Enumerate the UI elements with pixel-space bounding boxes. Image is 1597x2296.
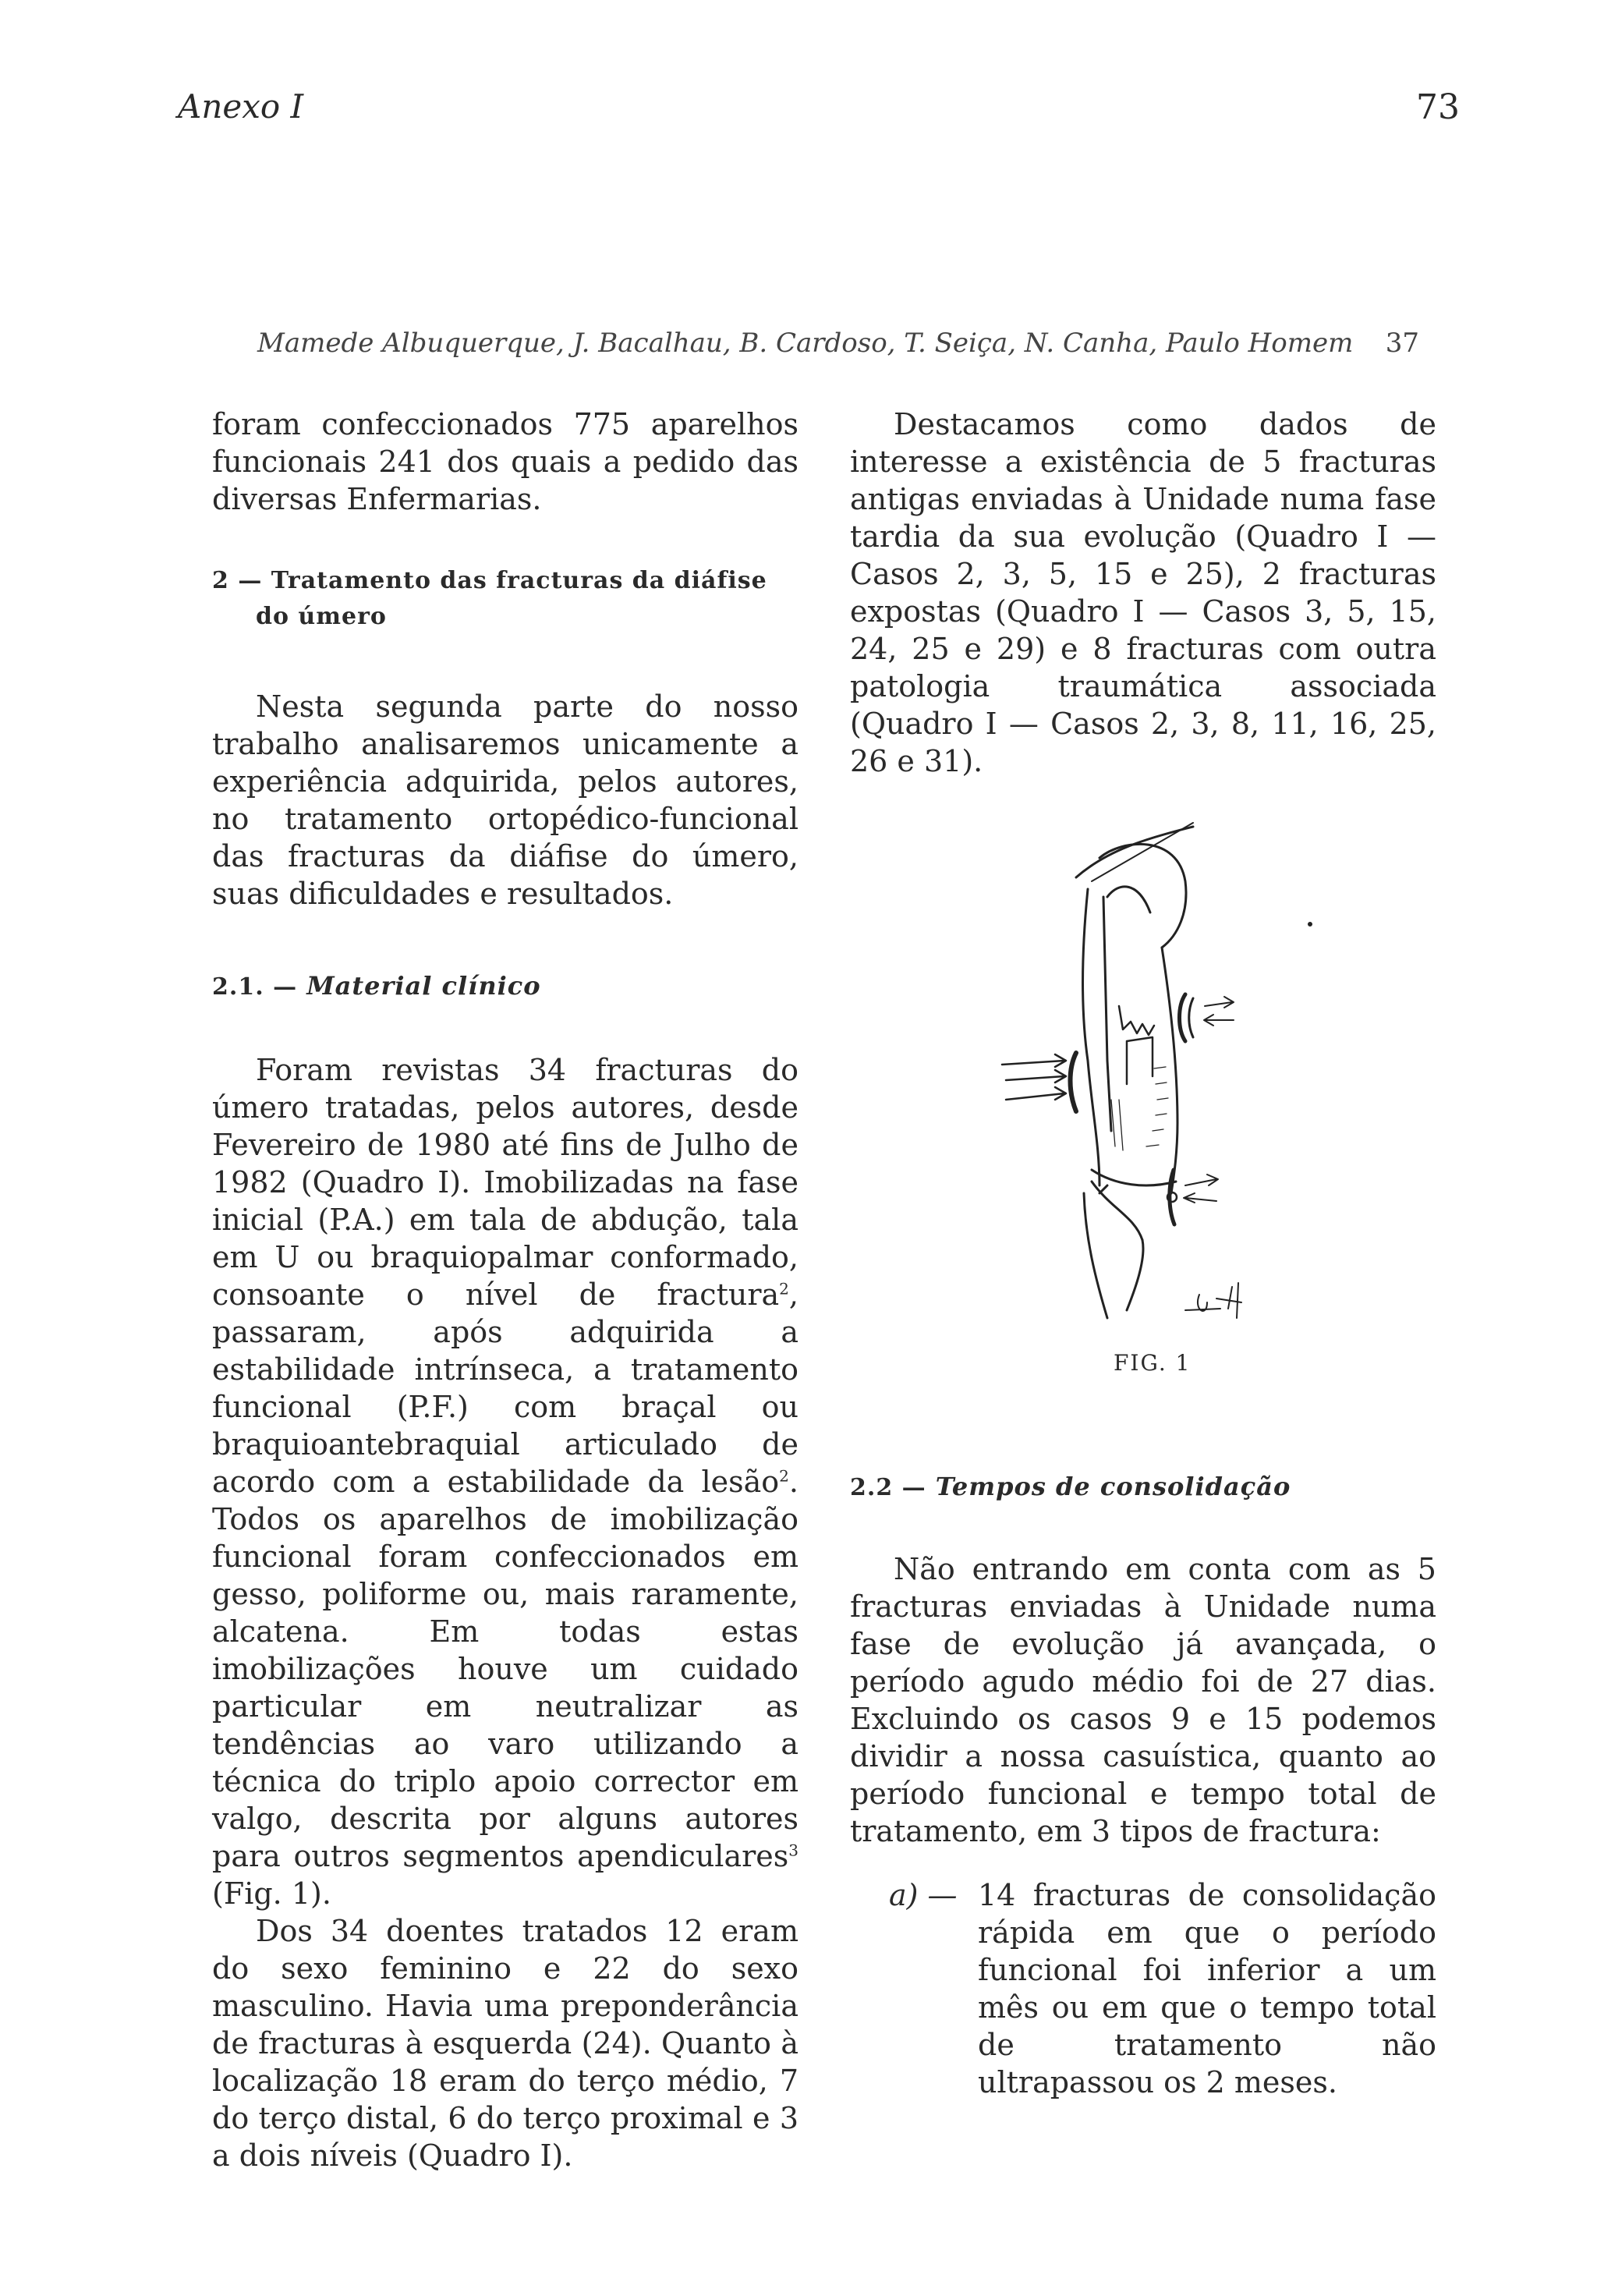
figure-1-caption: FIG. 1 bbox=[1114, 1350, 1192, 1376]
journal-page-number: 37 bbox=[1385, 328, 1419, 359]
page-number: 73 bbox=[1416, 87, 1460, 127]
para1-text-c: . Todos os aparelhos de imobilização funcional foram confeccionados em gesso, poliforme ou, mais raramente, alcatena. Em todas estas imobilizações houve um cuidado particular em neutralizar as tendências ao varo utilizando a técnica do triplo apoio corrector em valgo, descrita por alguns autores para outros segmentos apendiculares bbox=[212, 1465, 798, 1873]
running-head-section: Anexo I bbox=[178, 87, 304, 126]
section-2-2-number: 2.2 — bbox=[850, 1474, 926, 1501]
left-column bbox=[212, 406, 798, 2174]
para1-text-d: (Fig. 1). bbox=[212, 1876, 331, 1911]
section-2-1-number: 2.1. — bbox=[212, 973, 298, 1001]
section-2-1-title: Material clínico bbox=[306, 971, 541, 1001]
reference-2a: 2 bbox=[779, 1279, 789, 1299]
section-2-2-paragraph: Não entrando em conta com as 5 fracturas enviadas à Unidade numa fase de evolução já avançada, o período agudo médio foi de 27 dias. Excluindo os casos 9 e 15 podemos dividir a nossa casuística, quanto ao período funcional e tempo total de tratamento, em 3 tipos de fractura: bbox=[850, 1552, 1436, 1848]
section-2-heading bbox=[212, 563, 798, 635]
reference-2b: 2 bbox=[779, 1466, 789, 1486]
section-2-heading-line1: 2 — Tratamento das fracturas da diáfise bbox=[212, 567, 767, 594]
figure-1-arm-brace-drawing bbox=[951, 803, 1341, 1334]
section-2-heading-line2: do úmero bbox=[256, 603, 387, 630]
section-2-2-heading bbox=[850, 1466, 1436, 1507]
article-authors bbox=[257, 328, 1419, 359]
right-column bbox=[850, 406, 1436, 780]
section-2-paragraph: Nesta segunda parte do nosso trabalho analisaremos unicamente a experiência adquirida, pelos autores, no tratamento ortopédico-funcional das fracturas da diáfise do úmero, suas dificuldades e resultados. bbox=[212, 689, 798, 911]
list-item-a-marker: a) — bbox=[889, 1878, 958, 1912]
reference-3: 3 bbox=[788, 1841, 798, 1860]
section-2-1-paragraph-1 bbox=[212, 1051, 798, 1912]
figure-caption-block bbox=[850, 1345, 1436, 1382]
section-2-1-heading bbox=[212, 966, 798, 1006]
list-item-a-text: 14 fracturas de consolidação rápida em que o período funcional foi inferior a um mês ou em que o tempo total de tratamento não ultrapassou os 2 meses. bbox=[978, 1878, 1436, 2099]
intro-paragraph: foram confeccionados 775 aparelhos funcionais 241 dos quais a pedido das diversas Enfermarias. bbox=[212, 407, 798, 516]
para1-text-b: , passaram, após adquirida a estabilidade intrínseca, a tratamento funcional (P.F.) com braçal ou braquioantebraquial articulado de acordo com a estabilidade da lesão bbox=[212, 1277, 798, 1499]
para1-text-a: Foram revistas 34 fracturas do úmero tratadas, pelos autores, desde Fevereiro de 1980 até fins de Julho de 1982 (Quadro I). Imobilizadas na fase inicial (P.A.) em tala de abdução, tala em U ou braquiopalmar conformado, consoante o nível de fractura bbox=[212, 1053, 798, 1312]
right-column-continued bbox=[850, 1466, 1436, 2101]
section-2-2-title: Tempos de consolidação bbox=[935, 1472, 1291, 1501]
section-2-1-paragraph-2: Dos 34 doentes tratados 12 eram do sexo feminino e 22 do sexo masculino. Havia uma preponderância de fracturas à esquerda (24). Quanto à localização 18 eram do terço médio, 7 do terço distal, 6 do terço proximal e 3 a dois níveis (Quadro I). bbox=[212, 1914, 798, 2173]
authors-text: Mamede Albuquerque, J. Bacalhau, B. Cardoso, T. Seiça, N. Canha, Paulo Homem bbox=[257, 328, 1354, 359]
list-item-a bbox=[850, 1876, 1436, 2101]
right-paragraph-1: Destacamos como dados de interesse a existência de 5 fracturas antigas enviadas à Unidade numa fase tardia da sua evolução (Quadro I — Casos 2, 3, 5, 15 e 25), 2 fracturas expostas (Quadro I — Casos 3, 5, 15, 24, 25 e 29) e 8 fracturas com outra patologia traumática associada (Quadro I — Casos 2, 3, 8, 11, 16, 25, 26 e 31). bbox=[850, 407, 1436, 778]
